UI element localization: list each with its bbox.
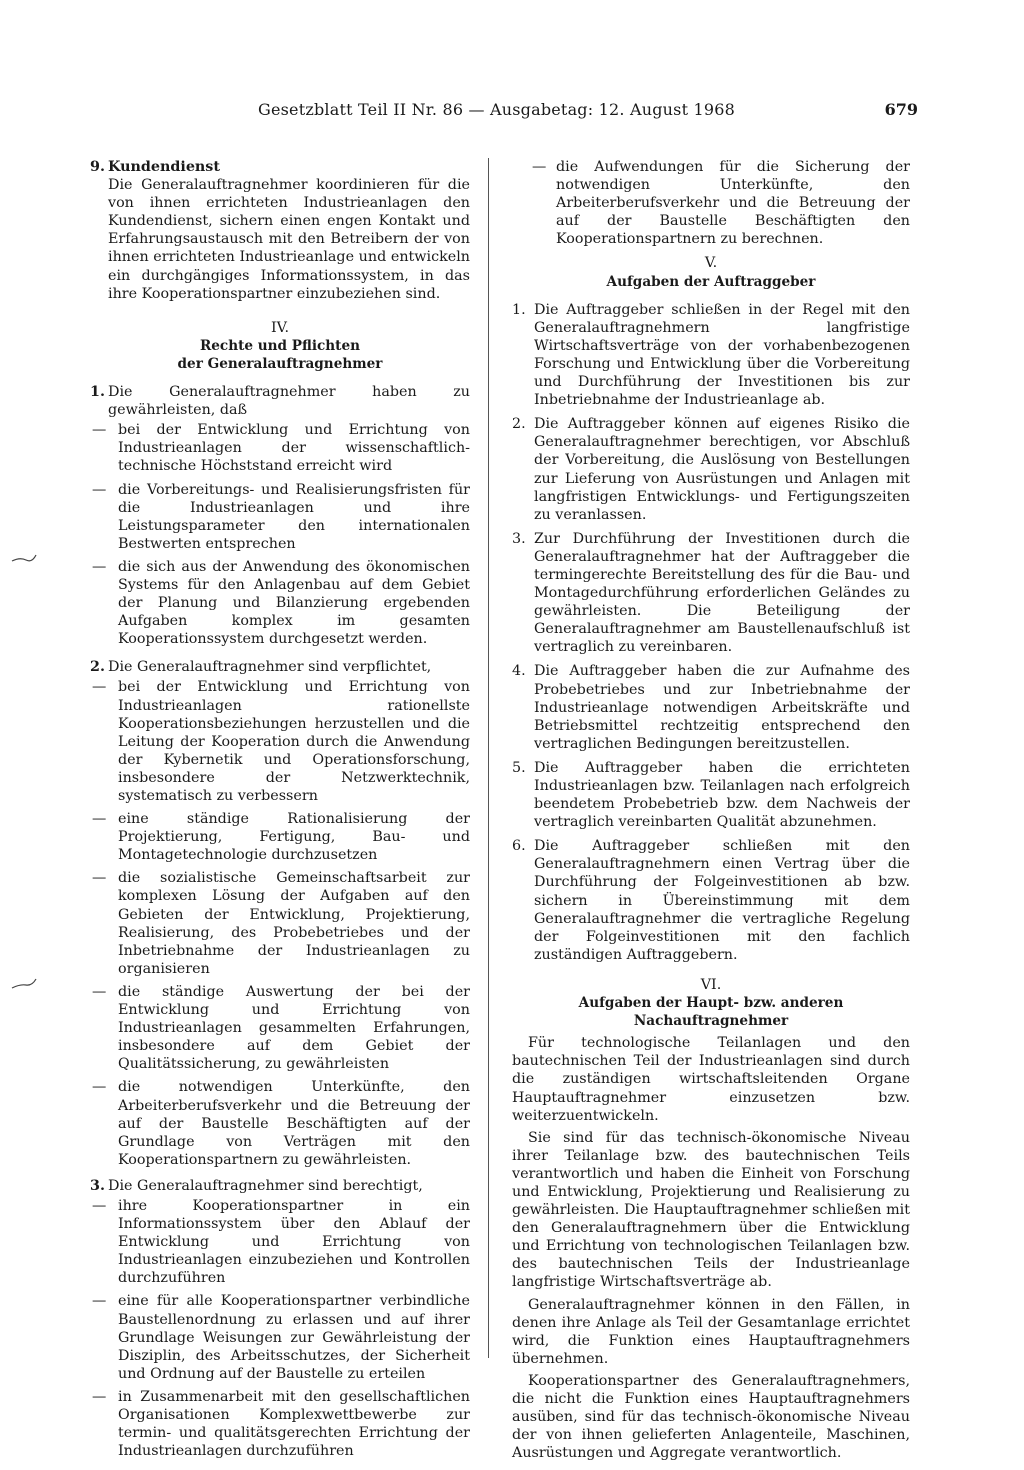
part-6-heading-line2: Nachauftragnehmer	[633, 1013, 789, 1030]
item-2-list	[90, 678, 470, 1168]
margin-pencil-mark	[10, 550, 38, 560]
column-divider	[488, 158, 489, 1358]
section-9-text: Die Generalauftragnehmer koordinieren für die von ihnen errichteten Industrieanlagen den Kundendienst, sichern einen engen Kontakt und Erfahrungsaustausch mit den Betreibern der von ihnen errichteten Industrieanlage und entwickeln ein durchgängiges Informationssystem, in das ihre Kooperationspartner einzubeziehen sind.	[108, 177, 470, 302]
list-item: 6. Die Auftraggeber schließen mit den Generalauftragnehmern einen Vertrag über die Durchführung der Folgeinvestitionen ab bzw. sichern in Übereinstimmung mit dem Generalauftragnehmer die vertragliche Regelung der Folgeinvestitionen mit den fachlich zuständigen Auftraggebern.	[512, 838, 910, 963]
item-2-intro: Die Generalauftragnehmer sind verpflichtet,	[108, 659, 432, 676]
item-1-number: 1.	[90, 384, 105, 401]
part-4-number: IV.	[270, 319, 290, 336]
continued-list-item: — die Aufwendungen für die Sicherung der notwendigen Unterkünfte, den Arbeiterberufsverkehr und die Betreuung der auf der Baustelle Beschäftigten den Kooperationspartnern zu berechnen.	[532, 159, 910, 248]
item-1-intro: Die Generalauftragnehmer haben zu gewährleisten, daß	[108, 384, 470, 419]
part-6-heading-line1: Aufgaben der Haupt- bzw. anderen	[578, 995, 844, 1012]
continued-text: die Aufwendungen für die Sicherung der notwendigen Unterkünfte, den Arbeiterberufsverkehr und die Betreuung der auf der Baustelle Beschäftigten den Kooperationspartnern zu berechnen.	[556, 159, 910, 248]
part-5-number: V.	[704, 255, 718, 272]
list-item: — die notwendigen Unterkünfte, den Arbeiterberufsverkehr und die Betreuung der auf der Baustelle Beschäftigten auf der Grundlage von Verträgen mit den Kooperationspartnern zu gewährleisten.	[92, 1079, 470, 1168]
list-item: — bei der Entwicklung und Errichtung von Industrieanlagen rationellste Kooperationsbeziehungen herzustellen und die Leitung der Kooperation durch die Anwendung der Kybernetik und Operationsforschung, insbesondere der Netzwerktechnik, systematisch zu verbessern	[92, 679, 470, 804]
item-1	[90, 383, 470, 419]
part-5-heading: Aufgaben der Auftraggeber	[606, 273, 816, 290]
item-2	[90, 658, 470, 676]
section-9-heading	[90, 158, 470, 176]
part-6-paragraph: Für technologische Teilanlagen und den bautechnischen Teil der Industrieanlagen sind durch die zuständigen wirtschaftsleitenden Organe Hauptauftragnehmer einzusetzen bzw. weiterzuentwickeln.	[512, 1035, 910, 1124]
part-6-paragraph: Kooperationspartner des Generalauftragnehmers, die nicht die Funktion eines Hauptauftragnehmers ausüben, sind für das technisch-ökonomische Niveau der von ihnen gelieferten Anlagenteile, Maschinen, Ausrüstungen und Aggregate verantwortlich.	[512, 1372, 910, 1462]
list-item: — die sich aus der Anwendung des ökonomischen Systems für den Anlagenbau auf dem Gebiet der Planung und Bilanzierung ergebenden Aufgaben komplex im gesamten Kooperationssystem durchgesetzt werden.	[92, 558, 470, 648]
list-item: — die Vorbereitungs- und Realisierungsfristen für die Industrieanlagen und ihre Leistungsparameter den internationalen Bestwerten entsprechen	[92, 481, 470, 552]
section-9-number: 9.	[90, 159, 105, 175]
item-3-number: 3.	[90, 1177, 105, 1194]
list-item: — die sozialistische Gemeinschaftsarbeit zur komplexen Lösung der Aufgaben auf den Gebieten der Entwicklung, Projektierung, Realisierung, des Probebetriebes und der Inbetriebnahme der Industrieanlagen zu organisieren	[92, 870, 470, 977]
page-header	[90, 100, 918, 126]
section-9-title: Kundendienst	[108, 159, 220, 175]
right-column	[512, 158, 910, 1466]
margin-pencil-mark	[10, 975, 38, 985]
item-3-list	[90, 1197, 470, 1460]
part-4-heading-line2: der Generalauftragnehmer	[177, 355, 383, 372]
item-3-intro: Die Generalauftragnehmer sind berechtigt,	[108, 1177, 423, 1194]
part-6-paragraph: Generalauftragnehmer können in den Fällen, in denen ihre Anlage als Teil der Gesamtanlage errichtet wird, die Funktion eines Hauptauftragnehmers übernehmen.	[512, 1296, 910, 1367]
left-column	[90, 158, 470, 1465]
list-item: 2. Die Auftraggeber können auf eigenes Risiko die Generalauftragnehmer berechtigen, vor Abschluß der Vorbereitung, die Auslösung von Bestellungen zur Lieferung von Ausrüstungen und Anlagen mit langfristigen Entwicklungs- und Fertigungszeiten zu veranlassen.	[512, 416, 910, 523]
part-4-heading-line1: Rechte und Pflichten	[199, 337, 360, 354]
list-item: — bei der Entwicklung und Errichtung von Industrieanlagen der wissenschaftlich-technische Höchststand erreicht wird	[92, 422, 470, 475]
list-item: — die ständige Auswertung der bei der Entwicklung und Errichtung von Industrieanlagen gesammelten Erfahrungen, insbesondere auf dem Gebiet der Qualitätssicherung, zu gewährleisten	[92, 983, 470, 1073]
header-title: Gesetzblatt Teil II Nr. 86 — Ausgabetag: 12. August 1968	[258, 100, 736, 119]
list-item: 5. Die Auftraggeber haben die errichteten Industrieanlagen bzw. Teilanlagen nach erfolgreich beendetem Probebetrieb bzw. dem Nachweis der vertraglich vereinbarten Qualität abzunehmen.	[512, 759, 910, 831]
part-6-paragraph: Sie sind für das technisch-ökonomische Niveau ihrer Teilanlage bzw. des bautechnischen Teils verantwortlich und haben die Einheit von Forschung und Entwicklung, Projektierung und Realisierung zu gewährleisten. Die Hauptauftragnehmer schließen mit den Generalauftragnehmern über die Entwicklung und Errichtung von technologischen Teilanlagen bzw. des bautechnischen Teils der Industrieanlage langfristige Wirtschaftsverträge ab.	[512, 1129, 910, 1291]
item-2-number: 2.	[90, 659, 105, 676]
list-item: 1. Die Auftraggeber schließen in der Regel mit den Generalauftragnehmern langfristige Wirtschaftsverträge von der vorhabenbezogenen Forschung und Entwicklung über die Vorbereitung und Durchführung der Investitionen bis zur Inbetriebnahme der Industrieanlage ab.	[512, 301, 910, 409]
list-item: — in Zusammenarbeit mit den gesellschaftlichen Organisationen Komplexwettbewerbe zur termin- und qualitätsgerechten Errichtung der Industrieanlagen durchzuführen	[92, 1388, 470, 1460]
item-1-list	[90, 421, 470, 648]
part-6-number: VI.	[700, 976, 722, 993]
item-3	[90, 1177, 470, 1195]
part-5-items	[512, 301, 910, 964]
list-item: — ihre Kooperationspartner in ein Informationssystem über den Ablauf der Entwicklung und Errichtung von Industrieanlagen einzubeziehen und Kontrollen durchzuführen	[92, 1197, 470, 1287]
list-item: — eine ständige Rationalisierung der Projektierung, Fertigung, Bau- und Montagetechnologie durchzusetzen	[92, 811, 470, 864]
list-item: 4. Die Auftraggeber haben die zur Aufnahme des Probebetriebes und zur Inbetriebnahme der Industrieanlage notwendigen Arbeitskräfte und Betriebsmittel rechtzeitig entsprechend den vertraglichen Bedingungen bereitzustellen.	[512, 663, 910, 752]
list-item: — eine für alle Kooperationspartner verbindliche Baustellenordnung zu erlassen und auf ihrer Grundlage Weisungen zur Gewährleistung der Disziplin, des Arbeitsschutzes, der Sicherheit und Ordnung auf der Baustelle zu erteilen	[92, 1293, 470, 1382]
list-item: 3. Zur Durchführung der Investitionen durch die Generalauftragnehmer hat der Auftraggeber die termingerechte Bereitstellung des für die Bau- und Montagedurchführung erforderlichen Geländes zu gewährleisten. Die Beteiligung der Generalauftragnehmer am Baustellenaufschluß ist vertraglich zu vereinbaren.	[512, 530, 910, 656]
page-number: 679	[884, 100, 918, 119]
